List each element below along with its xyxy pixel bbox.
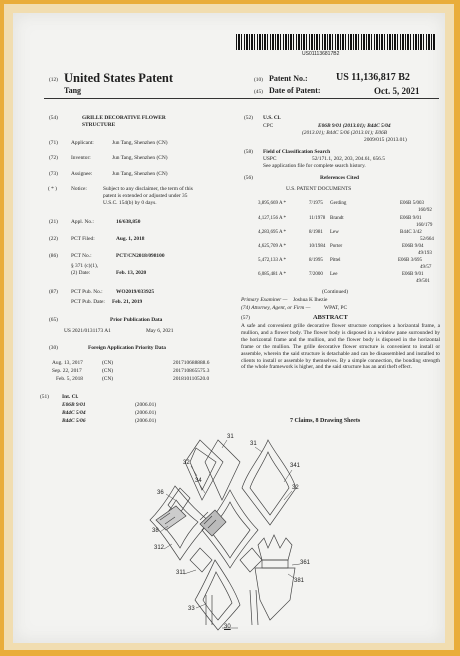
examiner-label: Primary Examiner — (241, 297, 288, 303)
patent-date: Oct. 5, 2021 (374, 86, 420, 96)
title-line-1: GRILLE DECORATIVE FLOWER (82, 115, 166, 121)
s371-label: § 371 (c)(1), (71, 263, 99, 269)
assignee-code: (73) (49, 171, 58, 177)
ref-subclass: 52/664 (420, 237, 434, 242)
figure-label: 32 (183, 460, 190, 466)
claims-summary: 7 Claims, 8 Drawing Sheets (290, 418, 361, 424)
pct-filed-value: Aug. 1, 2018 (116, 236, 145, 242)
ref-name: Lew (330, 230, 339, 235)
ref-date: 10/1984 (309, 244, 326, 249)
examiner-name: Joshua K Ihezie (293, 297, 328, 303)
cpc-line-2: (2013.01); B44C 5/06 (2013.01); E06B (302, 130, 388, 136)
figure-label: 36 (157, 490, 164, 496)
applicant-code: (71) (49, 140, 58, 146)
figure-label: 311 (176, 570, 186, 576)
date-label: Date of Patent: (269, 86, 321, 95)
leader-line (191, 466, 197, 476)
foreign-number: 201710688888.6 (173, 360, 210, 366)
figure-label: 33 (188, 606, 195, 612)
ref-name: Lee (330, 272, 338, 277)
patent-number: US 11,136,817 B2 (336, 72, 410, 83)
ref-date: 11/1978 (309, 216, 326, 221)
figure-label: 34 (195, 478, 202, 484)
foreign-title: Foreign Application Priority Data (88, 345, 166, 351)
ref-date: 7/2000 (309, 272, 323, 277)
prior-pub-number: US 2021/0131173 A1 (64, 328, 111, 334)
figure-label: 32 (292, 485, 299, 491)
grille-flower-figure (150, 440, 296, 630)
ref-number: 6,085,481 A * (258, 272, 287, 277)
cpc-line-1: E06B 9/01 (2013.01); B44C 5/04 (318, 123, 391, 129)
figure-label: 31 (250, 441, 257, 447)
figure-part (255, 568, 295, 620)
uspc-note: See application file for complete search history. (263, 163, 366, 169)
uspc-value: 52/171.1, 202, 203, 204.61, 656.5 (312, 156, 385, 162)
ref-name: Gerding (330, 201, 347, 206)
ref-class: E06B 5/003 (400, 201, 425, 206)
ref-subclass: 49/193 (418, 251, 432, 256)
prior-pub-title: Prior Publication Data (110, 317, 163, 323)
foreign-number: 201710865575.3 (173, 368, 210, 374)
pub-no-value: WO2019/033925 (116, 289, 155, 295)
int-cl-class: E06B 9/01 (62, 402, 86, 408)
ref-name: Brandt (330, 216, 344, 221)
s371-date-value: Feb. 13, 2020 (116, 270, 147, 276)
us-docs-title: U.S. PATENT DOCUMENTS (286, 186, 352, 192)
leader-lines (160, 440, 300, 628)
figure-part (190, 548, 212, 572)
ref-name: Pittel (330, 258, 341, 263)
code-45: (45) (254, 89, 263, 95)
figure-part (205, 440, 240, 500)
code-12: (12) (49, 77, 58, 83)
foreign-number: 201810110520.0 (173, 376, 210, 382)
pct-no-label: PCT No.: (71, 253, 92, 259)
int-cl-version: (2006.01) (135, 410, 157, 416)
figure-label: 381 (294, 578, 305, 584)
ref-number: 5,472,133 A * (258, 258, 287, 263)
patent-no-label: Patent No.: (269, 74, 308, 83)
code-10: (10) (254, 77, 263, 83)
pub-date-label: PCT Pub. Date: (71, 299, 105, 305)
notice-code: ( * ) (48, 186, 57, 192)
inventor-code: (72) (49, 155, 58, 161)
us-cl-code: (52) (244, 115, 253, 121)
pct-no-code: (86) (49, 253, 58, 259)
inventor-label: Inventor: (71, 155, 91, 161)
field-code: (58) (244, 149, 253, 155)
figure-part (262, 560, 288, 568)
appl-label: Appl. No.: (71, 219, 94, 225)
pct-filed-label: PCT Filed: (71, 236, 95, 242)
refs-continued: (Continued) (322, 289, 349, 295)
leader-line (292, 564, 300, 565)
figure-label: 38 (152, 528, 159, 534)
foreign-country: (CN) (102, 376, 114, 382)
foreign-code: (30) (49, 345, 58, 351)
title-line-2: STRUCTURE (82, 122, 116, 128)
ref-number: 3,895,669 A * (258, 201, 287, 206)
prior-pub-code: (65) (49, 317, 58, 323)
figure-part (258, 535, 292, 560)
ref-date: 8/1981 (309, 230, 323, 235)
assignee-label: Assignee: (71, 171, 93, 177)
notice-label: Notice: (71, 186, 87, 192)
applicant-value: Jun Tang, Shenzhen (CN) (112, 140, 168, 146)
int-cl-class: B44C 5/04 (62, 410, 86, 416)
figure-part (242, 440, 296, 525)
figure-label: 312 (154, 545, 165, 551)
notice-line-2: patent is extended or adjusted under 35 (103, 193, 188, 199)
ref-class: B44C 3/42 (400, 230, 422, 235)
foreign-date: Sep. 22, 2017 (52, 368, 82, 374)
cpc-line-3: 2009/015 (2013.01) (364, 137, 407, 143)
figure-label: 31 (227, 434, 234, 440)
pct-no-value: PCT/CN2018/098100 (116, 253, 165, 259)
figure-label: 361 (300, 560, 311, 566)
uspc-label: USPC (263, 156, 277, 162)
notice-line-3: U.S.C. 154(b) by 0 days. (103, 200, 157, 206)
figure-part (250, 590, 258, 625)
ref-subclass: 160/92 (418, 208, 432, 213)
ref-date: 7/1975 (309, 201, 323, 206)
refs-code: (56) (244, 175, 253, 181)
ref-class: E06B 9/01 (400, 216, 422, 221)
barcode-number: US011136817B2 (302, 51, 340, 57)
pub-no-code: (87) (49, 289, 58, 295)
int-cl-class: B44C 5/06 (62, 418, 86, 424)
figure-part (156, 506, 186, 530)
leader-line (255, 447, 262, 452)
figure-part (190, 448, 216, 490)
abstract-text: A safe and convenient grille decorative flower structure comprises a horizontal frame, a mullion, and a flower body. The flower body is disposed in a window pane surrounded by the horizontal frame and the mullion, and the flower body is disposed in the horizontal frame or the mullion. The grille decorative flower structure is convenient to install or assemble, wherein the said structure is detachable and can be disassembled and installed to clients to install or assemble by themselves. By a simple connection, the bonding strength of the whole framework is higher, and the said structure has an anti theft effect. (241, 323, 440, 371)
abstract-title: ABSTRACT (313, 314, 348, 321)
ref-date: 8/1995 (309, 258, 323, 263)
ref-class: E06B 9/01 (402, 272, 424, 277)
us-cl-title: U.S. Cl. (263, 115, 281, 121)
ref-class: E06B 9/04 (402, 244, 424, 249)
pub-no-label: PCT Pub. No.: (71, 289, 103, 295)
ref-name: Porter (330, 244, 343, 249)
ref-number: 4,283,695 A * (258, 230, 287, 235)
ref-subclass: 49/501 (416, 279, 430, 284)
abstract-code: (57) (241, 315, 250, 321)
int-cl-code: (51) (40, 394, 49, 400)
assignee-value: Jun Tang, Shenzhen (CN) (112, 171, 168, 177)
pct-filed-code: (22) (49, 236, 58, 242)
cpc-label: CPC (263, 123, 274, 129)
appl-code: (21) (49, 219, 58, 225)
inventor-value: Jun Tang, Shenzhen (CN) (112, 155, 168, 161)
foreign-date: Feb. 5, 2018 (56, 376, 83, 382)
notice-line-1: Subject to any disclaimer, the term of this (103, 186, 193, 192)
int-cl-version: (2006.01) (135, 402, 157, 408)
s371-date-label: (2) Date: (71, 270, 91, 276)
applicant-label: Applicant: (71, 140, 94, 146)
int-cl-title: Int. Cl. (62, 394, 79, 400)
attorney-label: (74) Attorney, Agent, or Firm — (241, 305, 311, 311)
figure-part (206, 595, 212, 625)
leader-line (196, 604, 206, 608)
int-cl-version: (2006.01) (135, 418, 157, 424)
pub-date-value: Feb. 21, 2019 (112, 299, 143, 305)
figure-label: 341 (290, 463, 301, 469)
foreign-country: (CN) (102, 368, 114, 374)
document-type: United States Patent (64, 71, 174, 85)
inventor-surname: Tang (64, 86, 82, 95)
figure-label: 30 (224, 624, 231, 630)
ref-subclass: 160/179 (416, 223, 433, 228)
refs-title: References Cited (320, 175, 359, 181)
ref-class: E06B 3/695 (398, 258, 423, 263)
attorney-name: WPAT, PC (324, 305, 348, 311)
foreign-country: (CN) (102, 360, 114, 366)
title-code: (54) (49, 115, 58, 121)
ref-number: 4,127,156 A * (258, 216, 287, 221)
ref-number: 4,625,709 A * (258, 244, 287, 249)
prior-pub-date: May 6, 2021 (146, 328, 174, 334)
foreign-date: Aug. 13, 2017 (52, 360, 83, 366)
appl-value: 16/638,850 (116, 219, 141, 225)
ref-subclass: 49/57 (420, 265, 432, 270)
field-title: Field of Classification Search (263, 149, 331, 155)
figure-part (240, 548, 262, 572)
